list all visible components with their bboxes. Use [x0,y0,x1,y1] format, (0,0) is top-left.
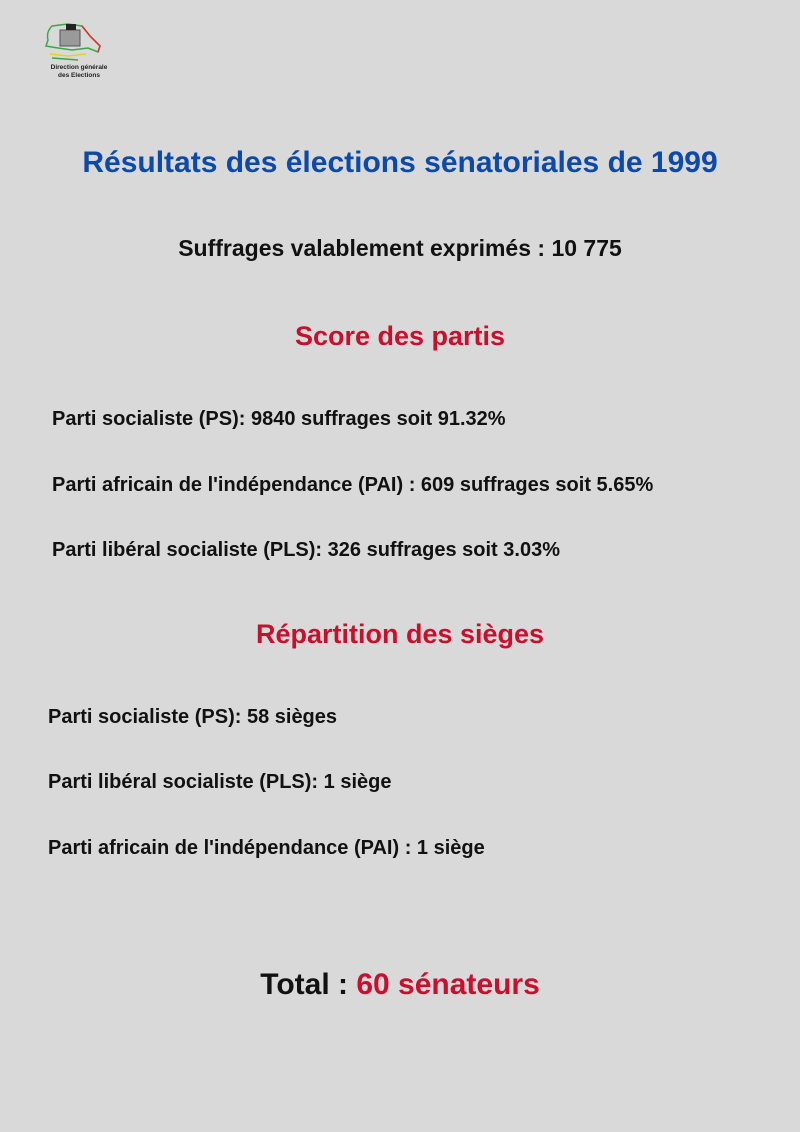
ballot-box-map-icon [38,18,120,64]
logo-caption-line1: Direction générale [50,64,108,71]
seat-item: Parti libéral socialiste (PLS): 1 siège [48,771,392,793]
total-value: 60 sénateurs [356,968,540,1001]
total-label: Total : [260,968,357,1001]
seat-item: Parti africain de l'indépendance (PAI) : 1 siège [48,837,485,859]
scores-heading: Score des partis [294,321,506,351]
logo-caption-line2: des Elections [58,72,100,79]
total [0,968,800,1002]
valid-votes: Suffrages valablement exprimés : 10 775 [178,235,622,261]
logo [38,18,120,86]
page-title: Résultats des élections sénatoriales de 1999 [82,146,718,179]
score-item: Parti socialiste (PS): 9840 suffrages soit 91.32% [52,408,506,430]
score-item: Parti libéral socialiste (PLS): 326 suffrages soit 3.03% [52,539,560,561]
seat-item: Parti socialiste (PS): 58 sièges [48,706,338,728]
score-item: Parti africain de l'indépendance (PAI) : 609 suffrages soit 5.65% [52,474,654,496]
seats-heading: Répartition des sièges [255,619,545,649]
